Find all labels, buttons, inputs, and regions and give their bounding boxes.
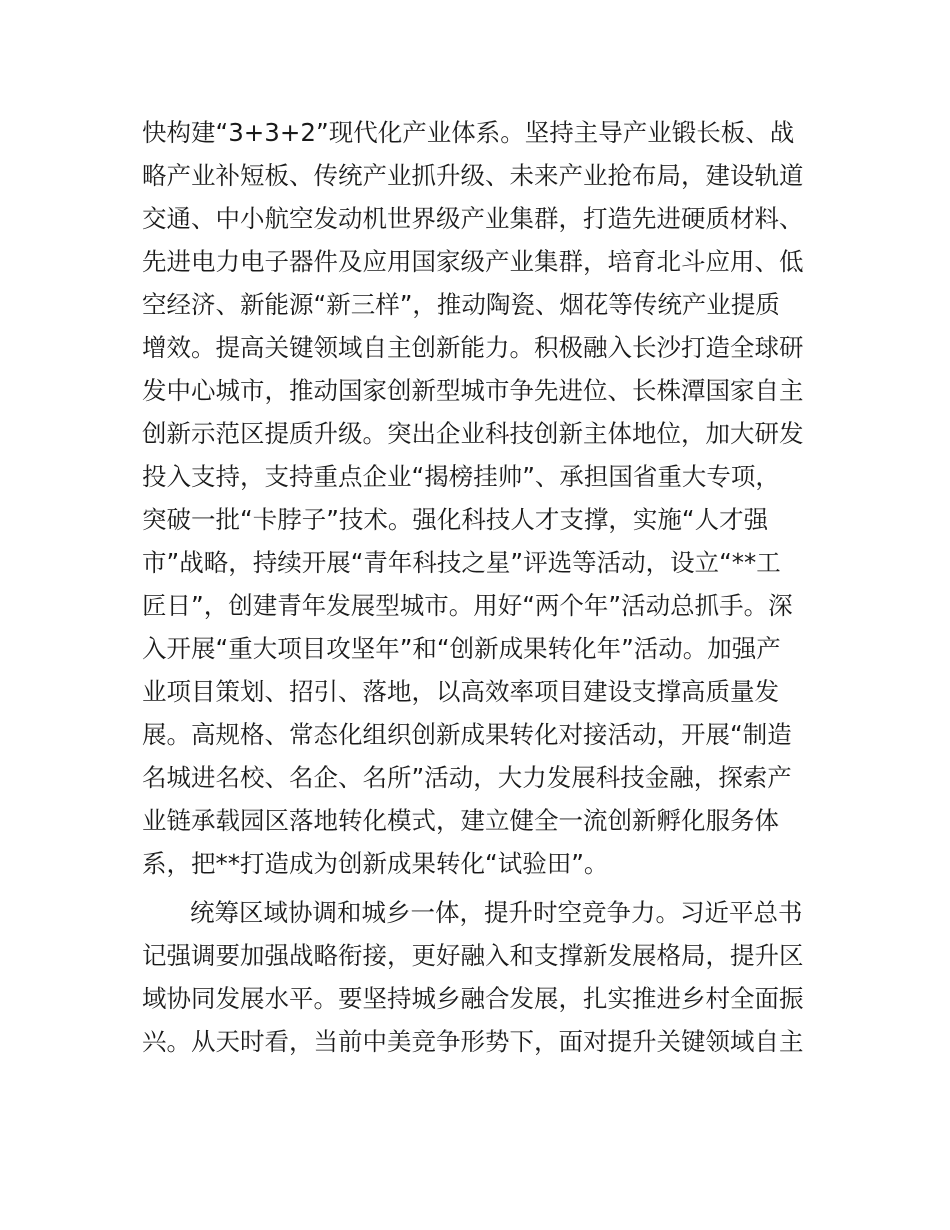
text-line: 投入支持，支持重点企业“揭榜挂帅”、承担国省重大专项， (142, 462, 780, 491)
text-line: 交通、中小航空发动机世界级产业集群，打造先进硬质材料、 (142, 204, 804, 233)
text-line: 业链承载园区落地转化模式，建立健全一流创新孵化服务体 (142, 806, 779, 835)
text-line: 展。高规格、常态化组织创新成果转化对接活动，开展“制造 (142, 720, 792, 749)
text-line: 入开展“重大项目攻坚年”和“创新成果转化年”活动。加强产 (142, 634, 781, 663)
text-line: 略产业补短板、传统产业抓升级、未来产业抢布局，建设轨道 (142, 161, 804, 190)
paragraph-first-line: 统筹区域协调和城乡一体，提升时空竞争力。习近平总书 (190, 898, 803, 927)
text-line: 快构建“3+3+2”现代化产业体系。坚持主导产业锻长板、战 (142, 118, 795, 147)
text-line: 空经济、新能源“新三样”，推动陶瓷、烟花等传统产业提质 (142, 290, 780, 319)
text-line: 兴。从天时看，当前中美竞争形势下，面对提升关键领域自主 (142, 1027, 804, 1056)
text-line: 匠日”，创建青年发展型城市。用好“两个年”活动总抓手。深 (142, 591, 793, 620)
text-line: 域协同发展水平。要坚持城乡融合发展，扎实推进乡村全面振 (142, 984, 804, 1013)
text-line: 发中心城市，推动国家创新型城市争先进位、长株潭国家自主 (142, 376, 804, 405)
text-line: 增效。提高关键领域自主创新能力。积极融入长沙打造全球研 (142, 333, 804, 362)
text-line: 先进电力电子器件及应用国家级产业集群，培育北斗应用、低 (142, 247, 804, 276)
text-line: 突破一批“卡脖子”技术。强化科技人才支撑，实施“人才强 (142, 505, 769, 534)
text-line: 市”战略，持续开展“青年科技之星”评选等活动，设立“**工 (142, 548, 781, 577)
text-line: 业项目策划、招引、落地，以高效率项目建设支撑高质量发 (142, 677, 779, 706)
text-line: 创新示范区提质升级。突出企业科技创新主体地位，加大研发 (142, 419, 804, 448)
text-line: 名城进名校、名企、名所”活动，大力发展科技金融，探索产 (142, 763, 792, 792)
text-line: 系，把**打造成为创新成果转化“试验田”。 (142, 849, 609, 878)
text-line: 记强调要加强战略衔接，更好融入和支撑新发展格局，提升区 (142, 941, 804, 970)
